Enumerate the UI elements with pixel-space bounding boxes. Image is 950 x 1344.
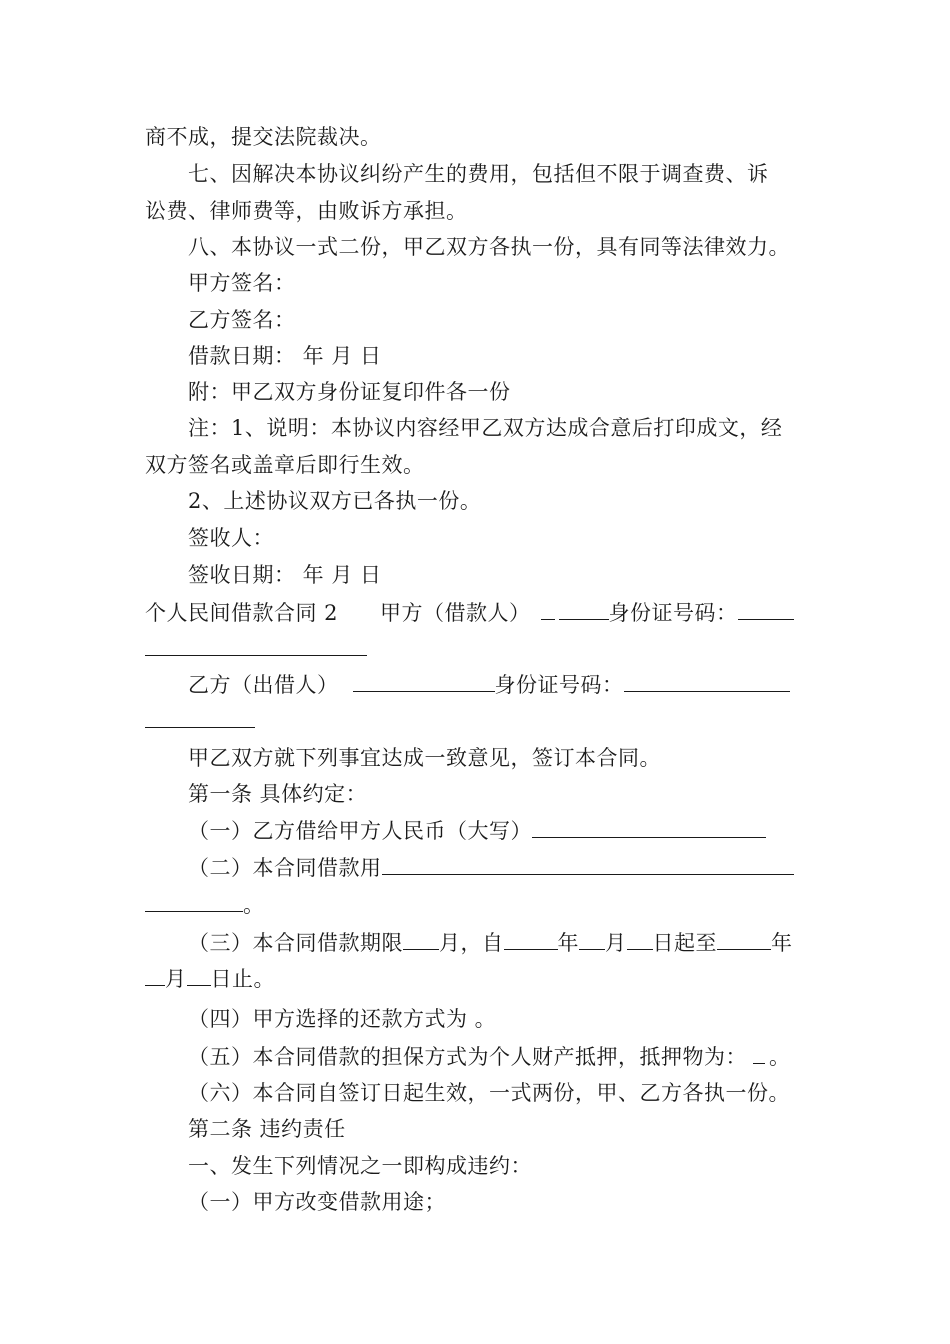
- blank-continuation: [145, 633, 367, 664]
- clause-text: （三）本合同借款期限: [188, 931, 403, 955]
- note-line: 注：1、说明：本协议内容经甲乙双方达成合意后打印成文，经: [188, 416, 783, 440]
- clause-line: [188, 927, 793, 958]
- party-b-line: [188, 669, 790, 700]
- clause-text: （五）本合同借款的担保方式为个人财产抵押，抵押物为：: [188, 1045, 747, 1069]
- blank-field: [738, 597, 794, 620]
- clause-text: （二）本合同借款用: [188, 856, 382, 880]
- clause-text: 年: [771, 931, 793, 955]
- id-number-label: 身份证号码：: [608, 601, 738, 625]
- article-heading: 第二条 违约责任: [188, 1117, 346, 1141]
- loan-date-line: 借款日期： 年 月 日: [188, 344, 382, 368]
- clause-text: 。: [769, 1045, 791, 1069]
- blank-field: [145, 889, 243, 912]
- paragraph-line: 七、因解决本协议纠纷产生的费用，包括但不限于调查费、诉: [188, 162, 769, 186]
- clause-text: 月: [165, 967, 187, 991]
- clause-line: （一）甲方改变借款用途；: [188, 1190, 446, 1214]
- clause-line: [188, 1041, 791, 1072]
- blank-field: [624, 669, 790, 692]
- blank-field: [382, 852, 794, 875]
- clause-line: [188, 852, 794, 883]
- receiver-line: 签收人：: [188, 526, 274, 550]
- clause-line: （六）本合同自签订日起生效，一式两份，甲、乙方各执一份。: [188, 1081, 790, 1105]
- blank-field: [627, 927, 653, 950]
- article-heading: 第一条 具体约定：: [188, 782, 368, 806]
- clause-text: 。: [243, 893, 265, 917]
- contract-header-line: [145, 597, 794, 628]
- clause-text: 月: [605, 931, 627, 955]
- blank-field: [187, 963, 211, 986]
- blank-field: [145, 963, 165, 986]
- signature-line-party-b: 乙方签名：: [188, 308, 296, 332]
- blank-continuation: [145, 963, 275, 994]
- clause-text: 日止。: [210, 967, 275, 991]
- paragraph-line: 一、发生下列情况之一即构成违约：: [188, 1154, 532, 1178]
- party-a-label: 甲方（借款人）: [380, 601, 531, 625]
- blank-field: [145, 705, 255, 728]
- clause-text: （一）乙方借给甲方人民币（大写）: [188, 819, 532, 843]
- paragraph-line: 八、本协议一式二份，甲乙双方各执一份，具有同等法律效力。: [188, 235, 790, 259]
- blank-field: [717, 927, 771, 950]
- note-line: 2、上述协议双方已各执一份。: [188, 489, 482, 513]
- blank-field: [353, 669, 495, 692]
- blank-field: [532, 815, 766, 838]
- blank-continuation: [145, 705, 255, 736]
- blank-field: [579, 927, 605, 950]
- clause-text: 日起至: [652, 931, 717, 955]
- receipt-date-line: 签收日期： 年 月 日: [188, 563, 382, 587]
- clause-text: 月，自: [439, 931, 504, 955]
- blank-field: [504, 927, 558, 950]
- blank-field: [753, 1041, 765, 1064]
- blank-continuation: [145, 889, 265, 920]
- blank-field: [559, 597, 609, 620]
- id-number-label: 身份证号码：: [494, 673, 624, 697]
- blank-field: [541, 597, 555, 620]
- clause-line: [188, 815, 766, 846]
- clause-text: 年: [557, 931, 579, 955]
- paragraph-line: 甲乙双方就下列事宜达成一致意见，签订本合同。: [188, 746, 661, 770]
- attachment-note: 附：甲乙双方身份证复印件各一份: [188, 380, 511, 404]
- paragraph-line: 讼费、律师费等，由败诉方承担。: [145, 199, 468, 223]
- clause-line: （四）甲方选择的还款方式为 。: [188, 1007, 497, 1031]
- signature-line-party-a: 甲方签名：: [188, 271, 296, 295]
- party-b-label: 乙方（出借人）: [188, 673, 339, 697]
- blank-field: [403, 927, 439, 950]
- contract-title: 个人民间借款合同 2: [145, 601, 339, 625]
- paragraph-line: 商不成，提交法院裁决。: [145, 125, 382, 149]
- blank-field: [145, 633, 367, 656]
- note-line: 双方签名或盖章后即行生效。: [145, 453, 425, 477]
